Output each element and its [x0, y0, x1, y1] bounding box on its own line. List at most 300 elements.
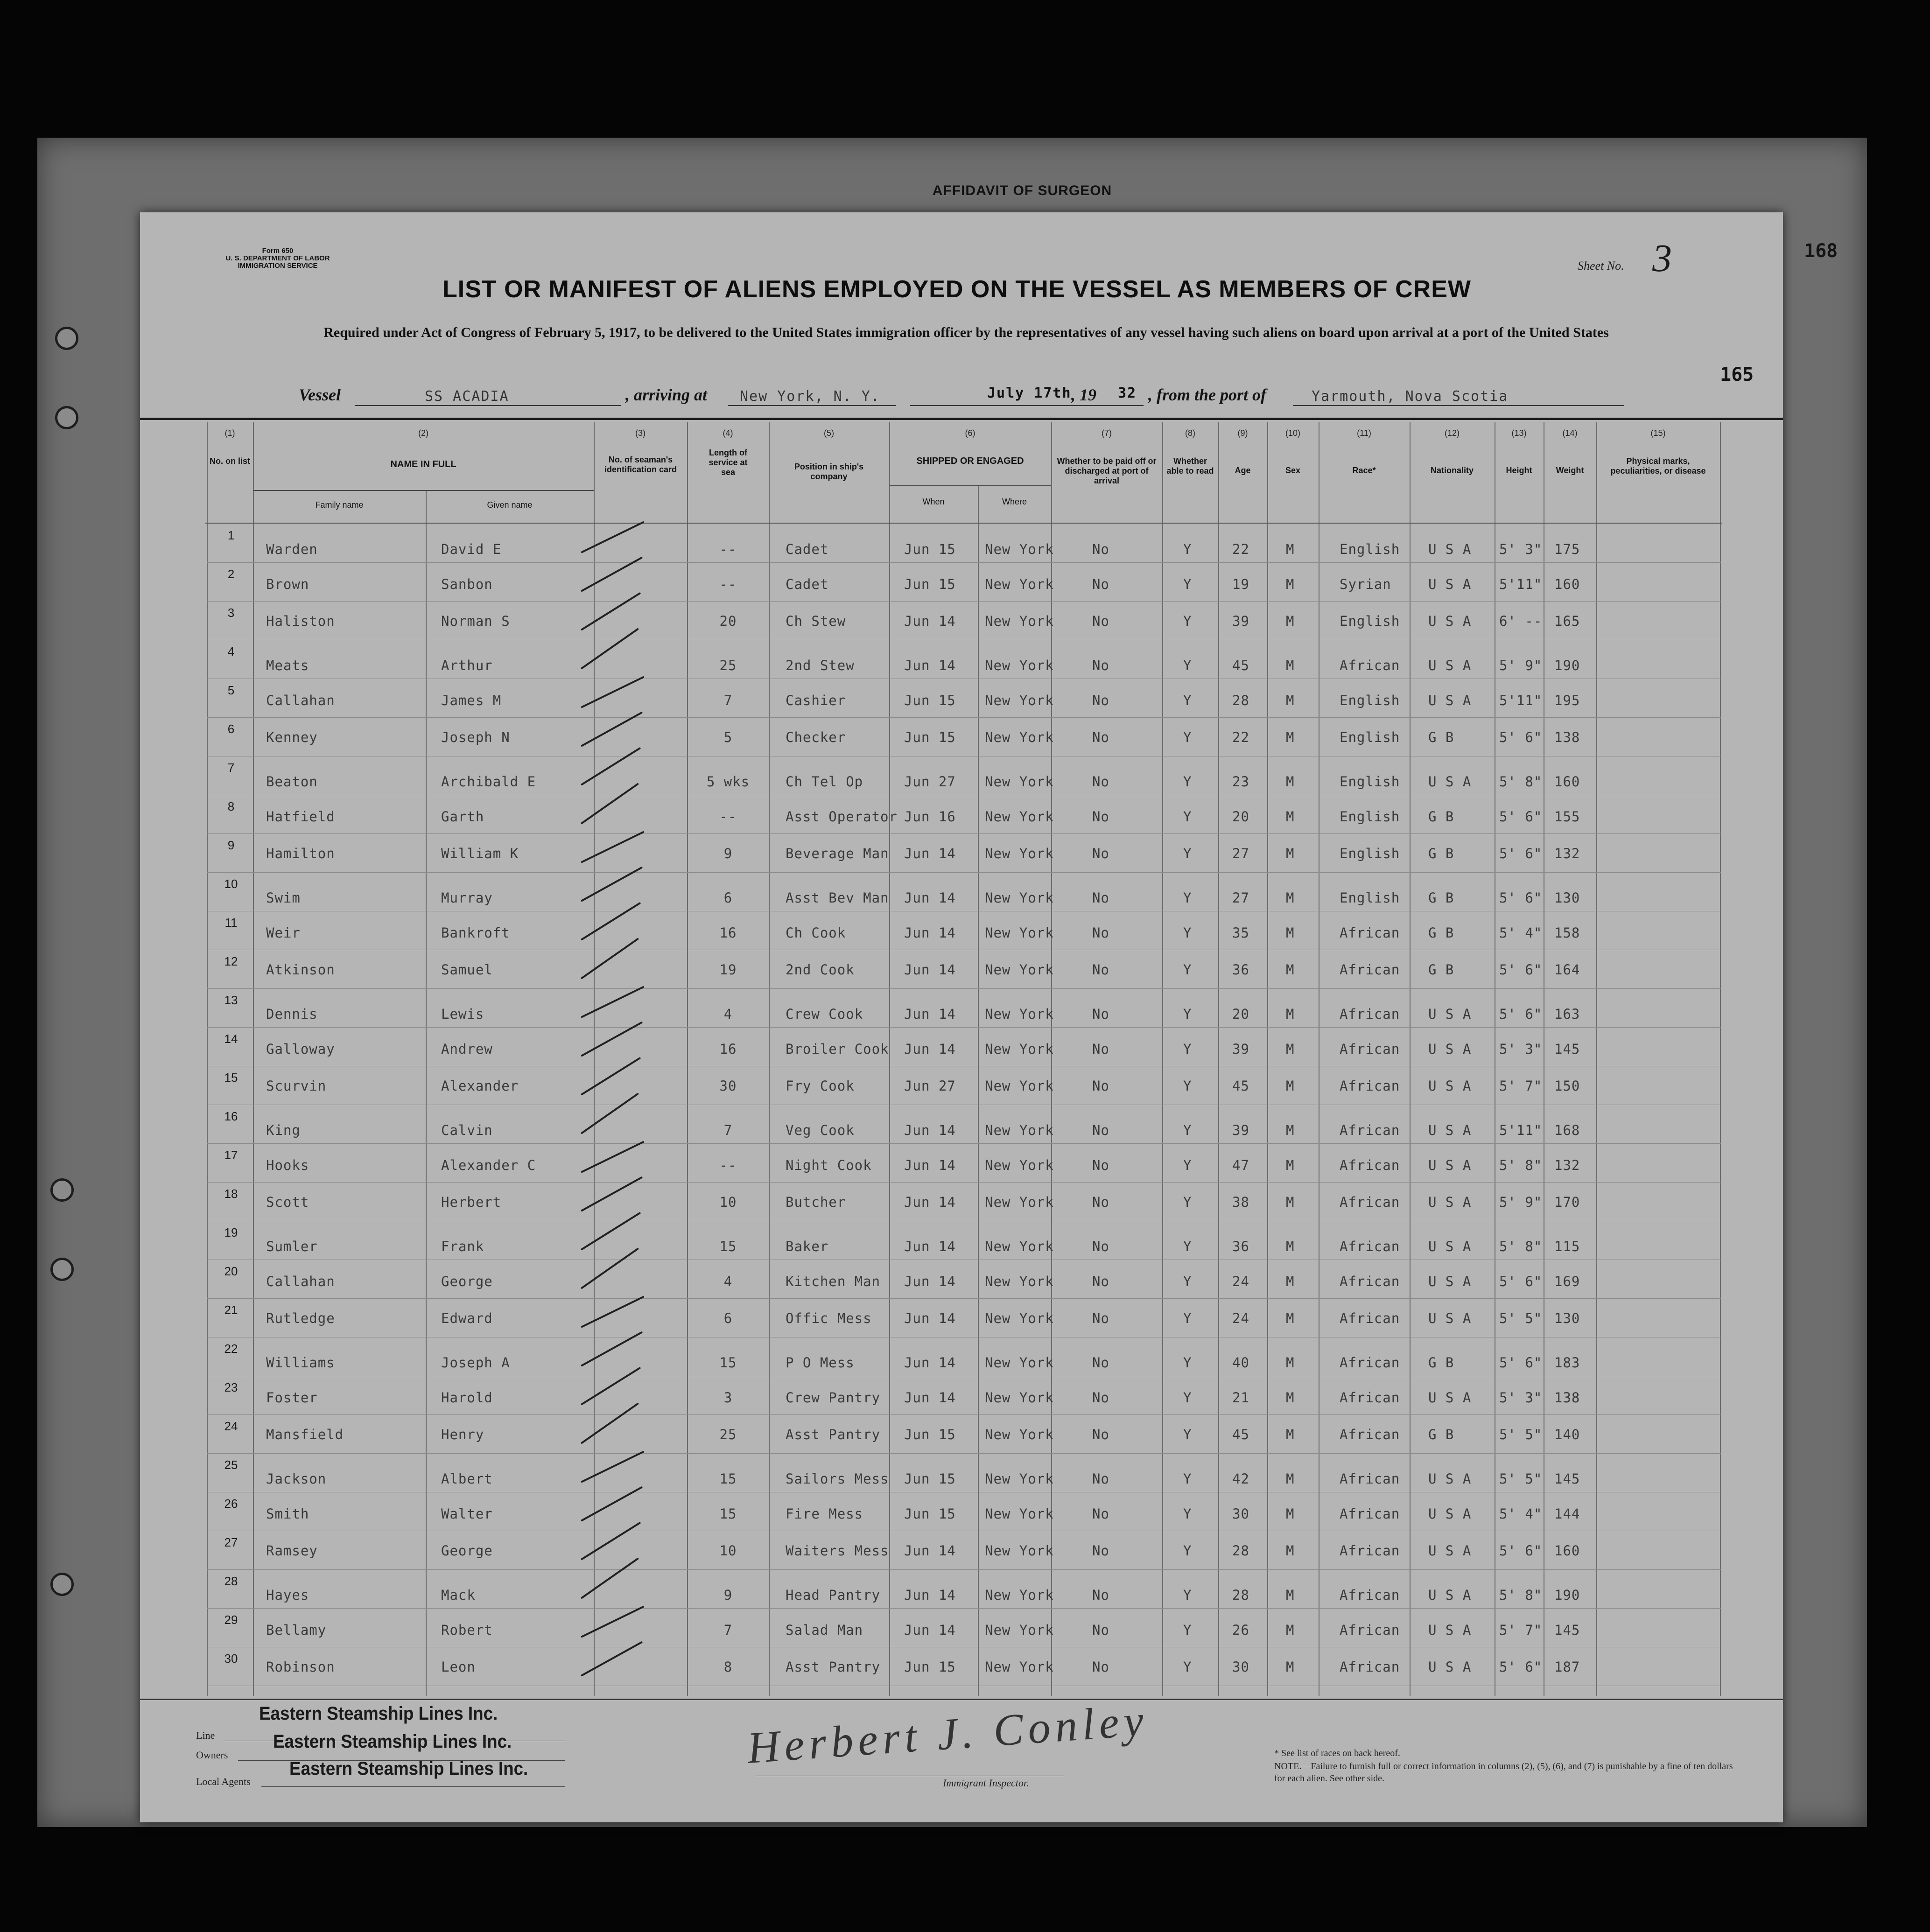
- sex: M: [1286, 1543, 1295, 1559]
- length-of-service: --: [719, 1157, 737, 1173]
- height: 5' 8": [1499, 1157, 1543, 1173]
- weight: 140: [1554, 1427, 1580, 1442]
- able-to-read: Y: [1183, 925, 1192, 941]
- length-of-service: 25: [719, 658, 737, 673]
- shipped-where: New York: [985, 1587, 1054, 1603]
- col-divider: [978, 485, 979, 1696]
- binder-hole: [50, 1178, 74, 1202]
- able-to-read: Y: [1183, 774, 1192, 790]
- nationality: U S A: [1428, 1006, 1472, 1022]
- form-line-3: IMMIGRATION SERVICE: [238, 262, 318, 270]
- length-of-service: 10: [719, 1194, 737, 1210]
- age: 35: [1232, 925, 1249, 941]
- race: African: [1340, 1506, 1400, 1522]
- age: 36: [1232, 1239, 1249, 1254]
- given-name: Arthur: [441, 658, 493, 673]
- col5-number: (5): [824, 428, 834, 438]
- paid-off: No: [1092, 1506, 1109, 1522]
- weight: 155: [1554, 809, 1580, 825]
- name-subheader-rule: [253, 490, 594, 491]
- position: 2nd Cook: [786, 962, 855, 978]
- race: African: [1340, 1310, 1400, 1326]
- row-rule: [207, 1027, 1721, 1028]
- length-of-service: 25: [719, 1427, 737, 1442]
- year-prefix: , 19: [1071, 385, 1096, 404]
- length-of-service: 15: [719, 1239, 737, 1254]
- col-header-age: Age: [1235, 466, 1251, 475]
- race: African: [1340, 1239, 1400, 1254]
- position: Head Pantry: [786, 1587, 881, 1603]
- shipped-when: Jun 15: [904, 1471, 956, 1487]
- given-name: Sanbon: [441, 576, 493, 592]
- length-of-service: 15: [719, 1471, 737, 1487]
- length-of-service: 4: [723, 1274, 733, 1289]
- sex: M: [1286, 1239, 1295, 1254]
- col15-number: (15): [1650, 428, 1666, 438]
- sex: M: [1286, 1427, 1295, 1442]
- weight: 130: [1554, 1310, 1580, 1326]
- height: 5' 9": [1499, 1194, 1543, 1210]
- shipped-when: Jun 14: [904, 1587, 956, 1603]
- nationality: U S A: [1428, 1041, 1472, 1057]
- family-name: Brown: [266, 576, 309, 592]
- shipped-where: New York: [985, 1506, 1054, 1522]
- position: Asst Bev Man: [786, 890, 889, 906]
- nationality: U S A: [1428, 1390, 1472, 1406]
- sex: M: [1286, 1157, 1295, 1173]
- race: African: [1340, 1390, 1400, 1406]
- given-name: George: [441, 1274, 493, 1289]
- nationality: G B: [1428, 1355, 1454, 1371]
- position: Butcher: [786, 1194, 846, 1210]
- race: African: [1340, 1659, 1400, 1675]
- shipped-when: Jun 14: [904, 1310, 956, 1326]
- col4-number: (4): [723, 428, 733, 438]
- paid-off: No: [1092, 1041, 1109, 1057]
- col-header-nationality: Nationality: [1430, 466, 1474, 475]
- age: 28: [1232, 1543, 1249, 1559]
- family-name: Callahan: [266, 693, 335, 708]
- shipped-when: Jun 14: [904, 1355, 956, 1371]
- shipped-where: New York: [985, 890, 1054, 906]
- sex: M: [1286, 925, 1295, 941]
- arriving-underline: [728, 405, 896, 406]
- weight: 130: [1554, 890, 1580, 906]
- able-to-read: Y: [1183, 1078, 1192, 1094]
- able-to-read: Y: [1183, 1587, 1192, 1603]
- nationality: U S A: [1428, 1239, 1472, 1254]
- row-number: 16: [224, 1109, 238, 1123]
- col-divider: [253, 422, 254, 1696]
- row-rule: [207, 1608, 1721, 1609]
- length-of-service: 7: [723, 693, 733, 708]
- able-to-read: Y: [1183, 846, 1192, 861]
- row-number: 20: [224, 1264, 238, 1278]
- col-divider: [426, 490, 427, 1696]
- shipped-subheader-rule: [890, 485, 1051, 486]
- weight: 163: [1554, 1006, 1580, 1022]
- height: 5' 4": [1499, 925, 1543, 941]
- family-name: Kenney: [266, 729, 318, 745]
- given-name: Herbert: [441, 1194, 502, 1210]
- col-header-where: Where: [1002, 497, 1027, 506]
- age: 20: [1232, 1006, 1249, 1022]
- given-name: Harold: [441, 1390, 493, 1406]
- row-rule: [207, 601, 1721, 602]
- col9-number: (9): [1237, 428, 1248, 438]
- weight: 158: [1554, 925, 1580, 941]
- sheet-number-label: Sheet No.: [1578, 259, 1624, 273]
- family-name: Sumler: [266, 1239, 318, 1254]
- height: 5' 6": [1499, 1274, 1543, 1289]
- stamp-owners-company: Eastern Steamship Lines Inc.: [273, 1731, 512, 1752]
- paid-off: No: [1092, 1078, 1109, 1094]
- length-of-service: --: [719, 809, 737, 825]
- col-divider: [687, 422, 688, 1696]
- able-to-read: Y: [1183, 1427, 1192, 1442]
- given-name: Samuel: [441, 962, 493, 978]
- form-line-1: Form 650: [262, 247, 294, 255]
- date-value: July 17th: [987, 385, 1072, 401]
- weight: 190: [1554, 658, 1580, 673]
- shipped-where: New York: [985, 1006, 1054, 1022]
- stamp-line-company: Eastern Steamship Lines Inc.: [259, 1703, 498, 1724]
- owners-underline: [238, 1760, 565, 1761]
- row-number: 12: [224, 954, 238, 968]
- col7-number: (7): [1102, 428, 1112, 438]
- shipped-when: Jun 14: [904, 658, 956, 673]
- col14-number: (14): [1562, 428, 1578, 438]
- year-value: 32: [1118, 385, 1137, 401]
- nationality: U S A: [1428, 613, 1472, 629]
- length-of-service: 4: [723, 1006, 733, 1022]
- height: 5' 3": [1499, 1390, 1543, 1406]
- able-to-read: Y: [1183, 809, 1192, 825]
- shipped-where: New York: [985, 809, 1054, 825]
- given-name: Garth: [441, 809, 484, 825]
- shipped-when: Jun 14: [904, 925, 956, 941]
- family-name: King: [266, 1122, 301, 1138]
- position: Ch Tel Op: [786, 774, 863, 790]
- able-to-read: Y: [1183, 693, 1192, 708]
- family-name: Hatfield: [266, 809, 335, 825]
- from-port-label: , from the port of: [1148, 385, 1267, 404]
- shipped-when: Jun 14: [904, 962, 956, 978]
- row-number: 23: [224, 1380, 238, 1394]
- able-to-read: Y: [1183, 1622, 1192, 1638]
- col-header-no-on-list: No. on list: [210, 456, 250, 466]
- position: Kitchen Man: [786, 1274, 881, 1289]
- family-name: Meats: [266, 658, 309, 673]
- height: 5' 6": [1499, 1659, 1543, 1675]
- paid-off: No: [1092, 925, 1109, 941]
- weight: 183: [1554, 1355, 1580, 1371]
- shipped-when: Jun 27: [904, 774, 956, 790]
- col-divider: [594, 422, 595, 1696]
- able-to-read: Y: [1183, 1274, 1192, 1289]
- nationality: U S A: [1428, 1659, 1472, 1675]
- sex: M: [1286, 846, 1295, 861]
- sex: M: [1286, 541, 1295, 557]
- age: 38: [1232, 1194, 1249, 1210]
- weight: 138: [1554, 729, 1580, 745]
- col-divider: [1267, 422, 1268, 1696]
- arriving-value: New York, N. Y.: [740, 388, 880, 405]
- nationality: G B: [1428, 890, 1454, 906]
- row-number: 7: [227, 761, 235, 775]
- given-name: Calvin: [441, 1122, 493, 1138]
- race: African: [1340, 925, 1400, 941]
- col-divider: [207, 422, 208, 1696]
- family-name: Beaton: [266, 774, 318, 790]
- binder-hole: [55, 406, 78, 429]
- age: 20: [1232, 809, 1249, 825]
- paid-off: No: [1092, 809, 1109, 825]
- height: 5' 5": [1499, 1310, 1543, 1326]
- col2-number: (2): [418, 428, 428, 438]
- family-name: Galloway: [266, 1041, 335, 1057]
- shipped-where: New York: [985, 846, 1054, 861]
- length-of-service: 7: [723, 1122, 733, 1138]
- weight: 164: [1554, 962, 1580, 978]
- row-number: 3: [227, 606, 235, 620]
- height: 6' --: [1499, 613, 1543, 629]
- col-divider: [1720, 422, 1721, 1696]
- form-line-2: U. S. DEPARTMENT OF LABOR: [225, 254, 330, 262]
- age: 39: [1232, 613, 1249, 629]
- shipped-where: New York: [985, 1041, 1054, 1057]
- length-of-service: 9: [723, 1587, 733, 1603]
- able-to-read: Y: [1183, 1122, 1192, 1138]
- shipped-where: New York: [985, 1274, 1054, 1289]
- nationality: U S A: [1428, 1587, 1472, 1603]
- paid-off: No: [1092, 1471, 1109, 1487]
- row-rule: [207, 1298, 1721, 1299]
- paid-off: No: [1092, 1006, 1109, 1022]
- shipped-when: Jun 14: [904, 1041, 956, 1057]
- inspector-label: Immigrant Inspector.: [943, 1777, 1029, 1789]
- height: 5' 4": [1499, 1506, 1543, 1522]
- line-label: Line: [196, 1729, 215, 1741]
- weight: 170: [1554, 1194, 1580, 1210]
- length-of-service: 5: [723, 729, 733, 745]
- row-number: 11: [225, 916, 238, 930]
- shipped-when: Jun 15: [904, 729, 956, 745]
- height: 5' 8": [1499, 1587, 1543, 1603]
- length-of-service: 3: [723, 1390, 733, 1406]
- page-subtitle: Required under Act of Congress of February 5, 1917, to be delivered to the United States immigration officer by the representatives of any vessel having such aliens on board upon arrival at a port of the United States: [323, 325, 1609, 340]
- sex: M: [1286, 1587, 1295, 1603]
- given-name: Alexander: [441, 1078, 519, 1094]
- row-number: 30: [224, 1652, 238, 1666]
- row-number: 26: [224, 1497, 238, 1511]
- row-number: 28: [224, 1574, 238, 1588]
- shipped-when: Jun 14: [904, 1122, 956, 1138]
- nationality: U S A: [1428, 693, 1472, 708]
- height: 5' 6": [1499, 962, 1543, 978]
- shipped-where: New York: [985, 658, 1054, 673]
- race: English: [1340, 774, 1400, 790]
- form-number: [201, 247, 355, 270]
- family-name: Swim: [266, 890, 301, 906]
- races-note: * See list of races on back hereof.: [1274, 1748, 1400, 1758]
- able-to-read: Y: [1183, 1006, 1192, 1022]
- col-header-length-of-service: Length of service at sea: [709, 448, 748, 477]
- shipped-where: New York: [985, 1390, 1054, 1406]
- weight: 195: [1554, 693, 1580, 708]
- age: 27: [1232, 890, 1249, 906]
- stamp-agents-company: Eastern Steamship Lines Inc.: [289, 1758, 528, 1779]
- paid-off: No: [1092, 1659, 1109, 1675]
- shipped-when: Jun 15: [904, 1427, 956, 1442]
- family-name: Mansfield: [266, 1427, 344, 1442]
- shipped-where: New York: [985, 1355, 1054, 1371]
- length-of-service: 5 wks: [706, 774, 750, 790]
- weight: 145: [1554, 1041, 1580, 1057]
- shipped-where: New York: [985, 1194, 1054, 1210]
- row-number: 4: [227, 644, 235, 658]
- paid-off: No: [1092, 729, 1109, 745]
- height: 5' 7": [1499, 1622, 1543, 1638]
- nationality: U S A: [1428, 1310, 1472, 1326]
- col10-number: (10): [1285, 428, 1300, 438]
- row-number: 5: [227, 683, 235, 697]
- shipped-where: New York: [985, 1622, 1054, 1638]
- paid-off: No: [1092, 1310, 1109, 1326]
- given-name: Edward: [441, 1310, 493, 1326]
- given-name: William K: [441, 846, 519, 861]
- weight: 138: [1554, 1390, 1580, 1406]
- height: 5' 5": [1499, 1427, 1543, 1442]
- able-to-read: Y: [1183, 890, 1192, 906]
- nationality: U S A: [1428, 1622, 1472, 1638]
- given-name: David E: [441, 541, 502, 557]
- weight: 132: [1554, 846, 1580, 861]
- height: 5'11": [1499, 576, 1543, 592]
- family-name: Williams: [266, 1355, 335, 1371]
- race: African: [1340, 1427, 1400, 1442]
- age: 26: [1232, 1622, 1249, 1638]
- length-of-service: 20: [719, 613, 737, 629]
- given-name: Joseph A: [441, 1355, 510, 1371]
- able-to-read: Y: [1183, 1355, 1192, 1371]
- position: 2nd Stew: [786, 658, 855, 673]
- shipped-where: New York: [985, 925, 1054, 941]
- position: Broiler Cook: [786, 1041, 889, 1057]
- age: 30: [1232, 1659, 1249, 1675]
- given-name: George: [441, 1543, 493, 1559]
- shipped-when: Jun 14: [904, 1006, 956, 1022]
- col-header-able-to-read: Whether able to read: [1166, 456, 1214, 476]
- sex: M: [1286, 1122, 1295, 1138]
- row-number: 25: [224, 1458, 238, 1472]
- shipped-when: Jun 14: [904, 1157, 956, 1173]
- family-name: Ramsey: [266, 1543, 318, 1559]
- col-header-sex: Sex: [1285, 466, 1301, 475]
- nationality: U S A: [1428, 1543, 1472, 1559]
- given-name: Norman S: [441, 613, 510, 629]
- given-name: Leon: [441, 1659, 476, 1675]
- race: English: [1340, 693, 1400, 708]
- shipped-where: New York: [985, 1659, 1054, 1675]
- paid-off: No: [1092, 613, 1109, 629]
- shipped-where: New York: [985, 1078, 1054, 1094]
- shipped-when: Jun 15: [904, 693, 956, 708]
- shipped-when: Jun 14: [904, 1239, 956, 1254]
- family-name: Hooks: [266, 1157, 309, 1173]
- family-name: Hamilton: [266, 846, 335, 861]
- given-name: Frank: [441, 1239, 484, 1254]
- sex: M: [1286, 693, 1295, 708]
- age: 40: [1232, 1355, 1249, 1371]
- position: Ch Stew: [786, 613, 846, 629]
- paid-off: No: [1092, 1622, 1109, 1638]
- position: P O Mess: [786, 1355, 855, 1371]
- able-to-read: Y: [1183, 1543, 1192, 1559]
- row-number: 24: [224, 1419, 238, 1433]
- race: African: [1340, 658, 1400, 673]
- shipped-where: New York: [985, 613, 1054, 629]
- col-header-family-name: Family name: [315, 500, 364, 510]
- sex: M: [1286, 1471, 1295, 1487]
- weight: 169: [1554, 1274, 1580, 1289]
- header-bottom-rule: [205, 523, 1722, 524]
- col1-number: (1): [225, 428, 235, 438]
- nationality: U S A: [1428, 774, 1472, 790]
- paid-off: No: [1092, 1390, 1109, 1406]
- shipped-where: New York: [985, 1157, 1054, 1173]
- race: English: [1340, 729, 1400, 745]
- able-to-read: Y: [1183, 1239, 1192, 1254]
- family-name: Atkinson: [266, 962, 335, 978]
- nationality: U S A: [1428, 1122, 1472, 1138]
- shipped-where: New York: [985, 962, 1054, 978]
- age: 27: [1232, 846, 1249, 861]
- able-to-read: Y: [1183, 576, 1192, 592]
- row-number: 1: [227, 528, 235, 542]
- able-to-read: Y: [1183, 541, 1192, 557]
- shipped-where: New York: [985, 1543, 1054, 1559]
- sex: M: [1286, 1194, 1295, 1210]
- row-rule: [207, 1414, 1721, 1415]
- position: Waiters Mess: [786, 1543, 889, 1559]
- nationality: G B: [1428, 846, 1454, 861]
- given-name: Murray: [441, 890, 493, 906]
- position: Offic Mess: [786, 1310, 872, 1326]
- paid-off: No: [1092, 846, 1109, 861]
- family-name: Dennis: [266, 1006, 318, 1022]
- sex: M: [1286, 1390, 1295, 1406]
- height: 5'11": [1499, 693, 1543, 708]
- row-rule: [207, 1453, 1721, 1454]
- position: Veg Cook: [786, 1122, 855, 1138]
- sex: M: [1286, 890, 1295, 906]
- vessel-label: Vessel: [299, 385, 341, 404]
- col-divider: [889, 422, 890, 1696]
- col13-number: (13): [1511, 428, 1527, 438]
- row-number: 10: [224, 877, 238, 891]
- race: English: [1340, 809, 1400, 825]
- row-rule: [207, 1143, 1721, 1144]
- shipped-where: New York: [985, 1310, 1054, 1326]
- shipped-when: Jun 15: [904, 576, 956, 592]
- position: Salad Man: [786, 1622, 863, 1638]
- height: 5' 7": [1499, 1078, 1543, 1094]
- age: 28: [1232, 693, 1249, 708]
- page-title: LIST OR MANIFEST OF ALIENS EMPLOYED ON THE VESSEL AS MEMBERS OF CREW: [442, 276, 1471, 303]
- age: 24: [1232, 1274, 1249, 1289]
- sex: M: [1286, 613, 1295, 629]
